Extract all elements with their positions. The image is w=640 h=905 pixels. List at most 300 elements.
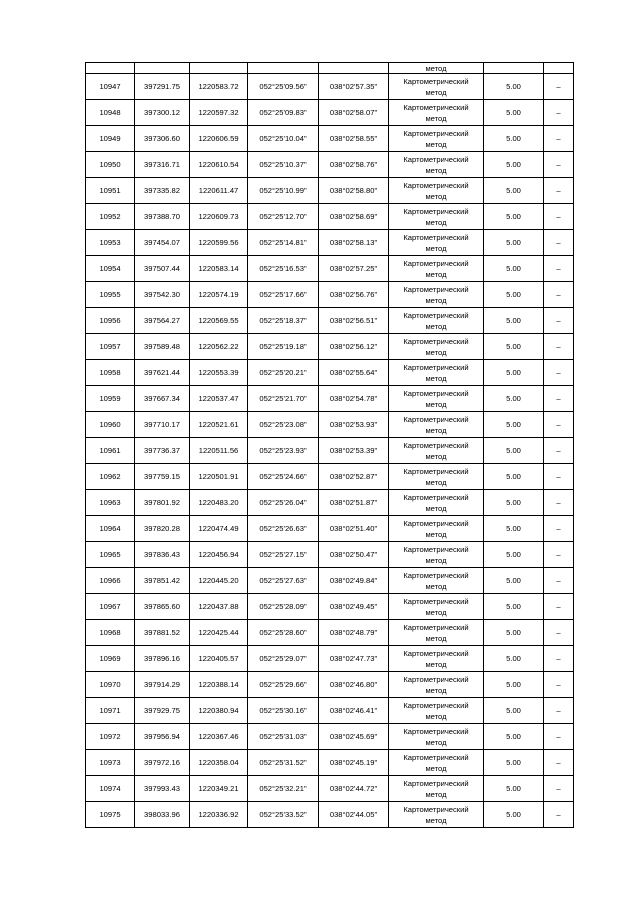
cell-accuracy: 5.00 <box>484 724 544 750</box>
table-row <box>86 204 574 230</box>
cell-note: – <box>544 750 574 776</box>
cell-note: – <box>544 412 574 438</box>
cell-x: 397667.34 <box>135 386 190 412</box>
cell-latitude: 052°25'14.81" <box>248 230 319 256</box>
cell-note: – <box>544 542 574 568</box>
cell-y: 1220569.55 <box>190 308 248 334</box>
method-line-2: метод <box>425 191 447 201</box>
method-line-2: метод <box>425 529 447 539</box>
cell-longitude: 038°02'58.07" <box>319 100 389 126</box>
cell-accuracy: 5.00 <box>484 256 544 282</box>
cell-x: 397956.94 <box>135 724 190 750</box>
cell-method <box>389 802 484 828</box>
cell-x: 397306.60 <box>135 126 190 152</box>
cell-point-number: 10968 <box>86 620 135 646</box>
cell-note: – <box>544 204 574 230</box>
cell-accuracy: 5.00 <box>484 360 544 386</box>
cell-longitude: 038°02'45.19" <box>319 750 389 776</box>
cell-method <box>389 776 484 802</box>
cell-note: – <box>544 386 574 412</box>
cell-accuracy: 5.00 <box>484 802 544 828</box>
cell-point-number <box>86 63 135 74</box>
table-row <box>86 750 574 776</box>
table-row <box>86 360 574 386</box>
cell-note: – <box>544 100 574 126</box>
cell-accuracy: 5.00 <box>484 308 544 334</box>
cell-latitude: 052°25'30.16" <box>248 698 319 724</box>
table-row <box>86 334 574 360</box>
cell-note: – <box>544 152 574 178</box>
cell-latitude: 052°25'10.99" <box>248 178 319 204</box>
cell-y: 1220606.59 <box>190 126 248 152</box>
cell-accuracy: 5.00 <box>484 386 544 412</box>
table-row <box>86 802 574 828</box>
table-row <box>86 568 574 594</box>
cell-note: – <box>544 724 574 750</box>
cell-longitude: 038°02'45.69" <box>319 724 389 750</box>
cell-point-number: 10963 <box>86 490 135 516</box>
cell-point-number: 10965 <box>86 542 135 568</box>
cell-x: 397929.75 <box>135 698 190 724</box>
cell-accuracy: 5.00 <box>484 490 544 516</box>
cell-latitude: 052°25'29.07" <box>248 646 319 672</box>
cell-y: 1220574.19 <box>190 282 248 308</box>
cell-accuracy: 5.00 <box>484 438 544 464</box>
cell-point-number: 10951 <box>86 178 135 204</box>
cell-y: 1220445.20 <box>190 568 248 594</box>
cell-accuracy: 5.00 <box>484 178 544 204</box>
cell-latitude: 052°25'26.04" <box>248 490 319 516</box>
cell-point-number: 10969 <box>86 646 135 672</box>
cell-latitude: 052°25'31.03" <box>248 724 319 750</box>
cell-method <box>389 568 484 594</box>
method-line-1: Картометрический <box>403 518 469 528</box>
method-line-1: Картометрический <box>403 622 469 632</box>
cell-y: 1220583.72 <box>190 74 248 100</box>
cell-x: 397993.43 <box>135 776 190 802</box>
method-line-2: метод <box>425 113 447 123</box>
cell-point-number: 10960 <box>86 412 135 438</box>
cell-x: 397836.43 <box>135 542 190 568</box>
cell-latitude: 052°25'26.63" <box>248 516 319 542</box>
table-row <box>86 178 574 204</box>
method-line-2: метод <box>425 139 447 149</box>
cell-x: 397881.52 <box>135 620 190 646</box>
cell-x: 397564.27 <box>135 308 190 334</box>
cell-y: 1220405.57 <box>190 646 248 672</box>
method-line-1: Картометрический <box>403 154 469 164</box>
cell-point-number: 10974 <box>86 776 135 802</box>
cell-method <box>389 126 484 152</box>
cell-note: – <box>544 74 574 100</box>
cell-note: – <box>544 698 574 724</box>
cell-x: 397388.70 <box>135 204 190 230</box>
cell-longitude: 038°02'49.84" <box>319 568 389 594</box>
table-row <box>86 126 574 152</box>
method-line-1: Картометрический <box>403 414 469 424</box>
table-row <box>86 698 574 724</box>
cell-point-number: 10959 <box>86 386 135 412</box>
cell-x: 397300.12 <box>135 100 190 126</box>
table-row <box>86 516 574 542</box>
method-line-1: Картометрический <box>403 232 469 242</box>
method-line-2: метод <box>425 633 447 643</box>
cell-accuracy: 5.00 <box>484 672 544 698</box>
cell-method <box>389 516 484 542</box>
cell-longitude: 038°02'57.35" <box>319 74 389 100</box>
cell-latitude: 052°25'23.08" <box>248 412 319 438</box>
cell-y: 1220367.46 <box>190 724 248 750</box>
cell-point-number: 10948 <box>86 100 135 126</box>
method-line-1: Картометрический <box>403 648 469 658</box>
cell-longitude: 038°02'49.45" <box>319 594 389 620</box>
method-line-1: Картометрический <box>403 388 469 398</box>
cell-latitude: 052°25'20.21" <box>248 360 319 386</box>
method-line-2: метод <box>425 347 447 357</box>
cell-y: 1220358.04 <box>190 750 248 776</box>
cell-longitude: 038°02'47.73" <box>319 646 389 672</box>
cell-y: 1220380.94 <box>190 698 248 724</box>
cell-y: 1220501.91 <box>190 464 248 490</box>
method-line-1: Картометрический <box>403 596 469 606</box>
method-line-2: метод <box>425 763 447 773</box>
cell-y: 1220437.88 <box>190 594 248 620</box>
cell-latitude: 052°25'31.52" <box>248 750 319 776</box>
cell-latitude: 052°25'32.21" <box>248 776 319 802</box>
table-row-continuation <box>86 63 574 74</box>
cell-x: 397589.48 <box>135 334 190 360</box>
method-line-1: Картометрический <box>403 492 469 502</box>
cell-latitude: 052°25'33.52" <box>248 802 319 828</box>
cell-accuracy <box>484 63 544 74</box>
cell-latitude: 052°25'12.70" <box>248 204 319 230</box>
cell-point-number: 10972 <box>86 724 135 750</box>
table-row <box>86 724 574 750</box>
cell-latitude: 052°25'16.53" <box>248 256 319 282</box>
cell-latitude: 052°25'23.93" <box>248 438 319 464</box>
cell-accuracy: 5.00 <box>484 620 544 646</box>
method-line-2: метод <box>425 165 447 175</box>
cell-note: – <box>544 672 574 698</box>
cell-accuracy: 5.00 <box>484 100 544 126</box>
method-line-1: Картометрический <box>403 440 469 450</box>
cell-y: 1220349.21 <box>190 776 248 802</box>
method-line-1: Картометрический <box>403 752 469 762</box>
cell-note <box>544 63 574 74</box>
cell-point-number: 10954 <box>86 256 135 282</box>
table-row <box>86 594 574 620</box>
table-row <box>86 308 574 334</box>
cell-point-number: 10949 <box>86 126 135 152</box>
cell-latitude: 052°25'28.60" <box>248 620 319 646</box>
cell-accuracy: 5.00 <box>484 334 544 360</box>
cell-point-number: 10975 <box>86 802 135 828</box>
method-line-1: Картометрический <box>403 284 469 294</box>
cell-point-number: 10961 <box>86 438 135 464</box>
cell-y: 1220537.47 <box>190 386 248 412</box>
method-line-2: метод <box>425 555 447 565</box>
cell-longitude: 038°02'55.64" <box>319 360 389 386</box>
cell-x: 397865.60 <box>135 594 190 620</box>
cell-x: 397542.30 <box>135 282 190 308</box>
method-line-2: метод <box>425 87 447 97</box>
cell-y: 1220474.49 <box>190 516 248 542</box>
cell-y: 1220562.22 <box>190 334 248 360</box>
cell-note: – <box>544 594 574 620</box>
cell-note: – <box>544 230 574 256</box>
cell-point-number: 10956 <box>86 308 135 334</box>
cell-note: – <box>544 308 574 334</box>
cell-accuracy: 5.00 <box>484 568 544 594</box>
table-row <box>86 412 574 438</box>
table-body <box>86 63 574 828</box>
cell-note: – <box>544 516 574 542</box>
method-line-1: Картометрический <box>403 466 469 476</box>
cell-accuracy: 5.00 <box>484 594 544 620</box>
cell-method <box>389 438 484 464</box>
cell-method <box>389 152 484 178</box>
cell-accuracy: 5.00 <box>484 516 544 542</box>
cell-longitude: 038°02'58.13" <box>319 230 389 256</box>
cell-y: 1220553.39 <box>190 360 248 386</box>
table-row <box>86 672 574 698</box>
method-line-2: метод <box>425 321 447 331</box>
table-row <box>86 152 574 178</box>
cell-method <box>389 750 484 776</box>
table-row <box>86 100 574 126</box>
cell-latitude: 052°25'10.37" <box>248 152 319 178</box>
cell-y: 1220425.44 <box>190 620 248 646</box>
method-line-2: метод <box>425 399 447 409</box>
cell-accuracy: 5.00 <box>484 126 544 152</box>
cell-longitude: 038°02'56.12" <box>319 334 389 360</box>
method-line-2: метод <box>425 815 447 825</box>
cell-y: 1220610.54 <box>190 152 248 178</box>
cell-accuracy: 5.00 <box>484 412 544 438</box>
method-line-1: Картометрический <box>403 206 469 216</box>
table-row <box>86 464 574 490</box>
cell-longitude: 038°02'56.76" <box>319 282 389 308</box>
cell-accuracy: 5.00 <box>484 204 544 230</box>
method-line-2: метод <box>425 295 447 305</box>
method-line-2: метод <box>425 217 447 227</box>
cell-y: 1220456.94 <box>190 542 248 568</box>
cell-y: 1220521.61 <box>190 412 248 438</box>
cell-point-number: 10973 <box>86 750 135 776</box>
cell-latitude: 052°25'21.70" <box>248 386 319 412</box>
cell-method <box>389 646 484 672</box>
cell-method <box>389 204 484 230</box>
cell-longitude: 038°02'44.72" <box>319 776 389 802</box>
cell-x: 397316.71 <box>135 152 190 178</box>
cell-note: – <box>544 620 574 646</box>
method-line-1: Картометрический <box>403 76 469 86</box>
cell-longitude: 038°02'48.79" <box>319 620 389 646</box>
cell-point-number: 10950 <box>86 152 135 178</box>
cell-method <box>389 464 484 490</box>
cell-method <box>389 672 484 698</box>
cell-x: 397914.29 <box>135 672 190 698</box>
cell-longitude: 038°02'52.87" <box>319 464 389 490</box>
cell-method <box>389 620 484 646</box>
cell-longitude: 038°02'58.80" <box>319 178 389 204</box>
cell-point-number: 10955 <box>86 282 135 308</box>
cell-x: 397621.44 <box>135 360 190 386</box>
cell-x: 397801.92 <box>135 490 190 516</box>
table-row <box>86 490 574 516</box>
cell-longitude: 038°02'57.25" <box>319 256 389 282</box>
method-line-1: Картометрический <box>403 362 469 372</box>
cell-latitude: 052°25'28.09" <box>248 594 319 620</box>
cell-note: – <box>544 438 574 464</box>
cell-x: 397335.82 <box>135 178 190 204</box>
cell-note: – <box>544 568 574 594</box>
cell-method <box>389 386 484 412</box>
cell-longitude: 038°02'51.40" <box>319 516 389 542</box>
method-line-1: Картометрический <box>403 180 469 190</box>
cell-latitude: 052°25'24.66" <box>248 464 319 490</box>
cell-latitude: 052°25'17.66" <box>248 282 319 308</box>
cell-longitude: 038°02'54.78" <box>319 386 389 412</box>
cell-point-number: 10958 <box>86 360 135 386</box>
cell-point-number: 10964 <box>86 516 135 542</box>
method-line-2: метод <box>425 581 447 591</box>
cell-x: 397736.37 <box>135 438 190 464</box>
cell-method <box>389 490 484 516</box>
method-line-1: Картометрический <box>403 544 469 554</box>
cell-method <box>389 74 484 100</box>
cell-y: 1220597.32 <box>190 100 248 126</box>
cell-note: – <box>544 490 574 516</box>
table-row <box>86 230 574 256</box>
cell-longitude <box>319 63 389 74</box>
method-line-2: метод <box>425 451 447 461</box>
cell-y: 1220611.47 <box>190 178 248 204</box>
method-line-1: Картометрический <box>403 674 469 684</box>
cell-point-number: 10962 <box>86 464 135 490</box>
cell-y: 1220388.14 <box>190 672 248 698</box>
method-line-1: Картометрический <box>403 726 469 736</box>
cell-x: 397972.16 <box>135 750 190 776</box>
method-line-2: метод <box>425 685 447 695</box>
cell-method: метод <box>389 63 484 74</box>
table-row <box>86 438 574 464</box>
cell-y: 1220483.20 <box>190 490 248 516</box>
method-line-1: Картометрический <box>403 570 469 580</box>
cell-note: – <box>544 802 574 828</box>
cell-note: – <box>544 646 574 672</box>
table-row <box>86 776 574 802</box>
cell-longitude: 038°02'56.51" <box>319 308 389 334</box>
cell-latitude: 052°25'27.63" <box>248 568 319 594</box>
method-line-1: Картометрический <box>403 700 469 710</box>
cell-longitude: 038°02'58.76" <box>319 152 389 178</box>
cell-latitude: 052°25'19.18" <box>248 334 319 360</box>
cell-y: 1220599.56 <box>190 230 248 256</box>
cell-longitude: 038°02'46.80" <box>319 672 389 698</box>
cell-latitude: 052°25'09.83" <box>248 100 319 126</box>
cell-latitude <box>248 63 319 74</box>
method-line-2: метод <box>425 711 447 721</box>
cell-accuracy: 5.00 <box>484 646 544 672</box>
cell-method <box>389 100 484 126</box>
table-row <box>86 282 574 308</box>
method-line-2: метод <box>425 243 447 253</box>
cell-accuracy: 5.00 <box>484 152 544 178</box>
method-line-2: метод <box>425 477 447 487</box>
cell-longitude: 038°02'58.55" <box>319 126 389 152</box>
cell-point-number: 10947 <box>86 74 135 100</box>
cell-y: 1220609.73 <box>190 204 248 230</box>
cell-method <box>389 308 484 334</box>
cell-method <box>389 334 484 360</box>
method-line-1: Картометрический <box>403 310 469 320</box>
cell-note: – <box>544 126 574 152</box>
cell-x: 397710.17 <box>135 412 190 438</box>
cell-latitude: 052°25'10.04" <box>248 126 319 152</box>
cell-x: 397820.28 <box>135 516 190 542</box>
cell-longitude: 038°02'53.39" <box>319 438 389 464</box>
cell-note: – <box>544 776 574 802</box>
cell-accuracy: 5.00 <box>484 74 544 100</box>
cell-accuracy: 5.00 <box>484 464 544 490</box>
cell-x: 397896.16 <box>135 646 190 672</box>
cell-note: – <box>544 282 574 308</box>
cell-method <box>389 230 484 256</box>
cell-point-number: 10957 <box>86 334 135 360</box>
cell-method <box>389 594 484 620</box>
method-line-2: метод <box>425 373 447 383</box>
cell-accuracy: 5.00 <box>484 542 544 568</box>
method-line-1: Картометрический <box>403 804 469 814</box>
cell-point-number: 10966 <box>86 568 135 594</box>
cell-x: 398033.96 <box>135 802 190 828</box>
cell-point-number: 10952 <box>86 204 135 230</box>
table-row <box>86 386 574 412</box>
method-line-1: Картометрический <box>403 128 469 138</box>
method-line-2: метод <box>425 425 447 435</box>
method-line-2: метод <box>425 503 447 513</box>
cell-longitude: 038°02'58.69" <box>319 204 389 230</box>
cell-method <box>389 698 484 724</box>
cell-note: – <box>544 178 574 204</box>
method-line-2: метод <box>425 269 447 279</box>
cell-x: 397291.75 <box>135 74 190 100</box>
cell-longitude: 038°02'46.41" <box>319 698 389 724</box>
cell-x: 397851.42 <box>135 568 190 594</box>
cell-accuracy: 5.00 <box>484 698 544 724</box>
cell-point-number: 10971 <box>86 698 135 724</box>
cell-y <box>190 63 248 74</box>
cell-latitude: 052°25'29.66" <box>248 672 319 698</box>
cell-note: – <box>544 360 574 386</box>
cell-longitude: 038°02'53.93" <box>319 412 389 438</box>
method-line-2: метод <box>425 659 447 669</box>
method-line-1: Картометрический <box>403 102 469 112</box>
cell-method <box>389 542 484 568</box>
cell-method <box>389 178 484 204</box>
cell-x: 397454.07 <box>135 230 190 256</box>
method-line-1: Картометрический <box>403 778 469 788</box>
cell-longitude: 038°02'44.05" <box>319 802 389 828</box>
method-line-1: Картометрический <box>403 336 469 346</box>
table-row <box>86 620 574 646</box>
table-row <box>86 74 574 100</box>
cell-y: 1220336.92 <box>190 802 248 828</box>
table-row <box>86 542 574 568</box>
method-line-2: метод <box>425 607 447 617</box>
coordinates-table <box>85 62 574 828</box>
